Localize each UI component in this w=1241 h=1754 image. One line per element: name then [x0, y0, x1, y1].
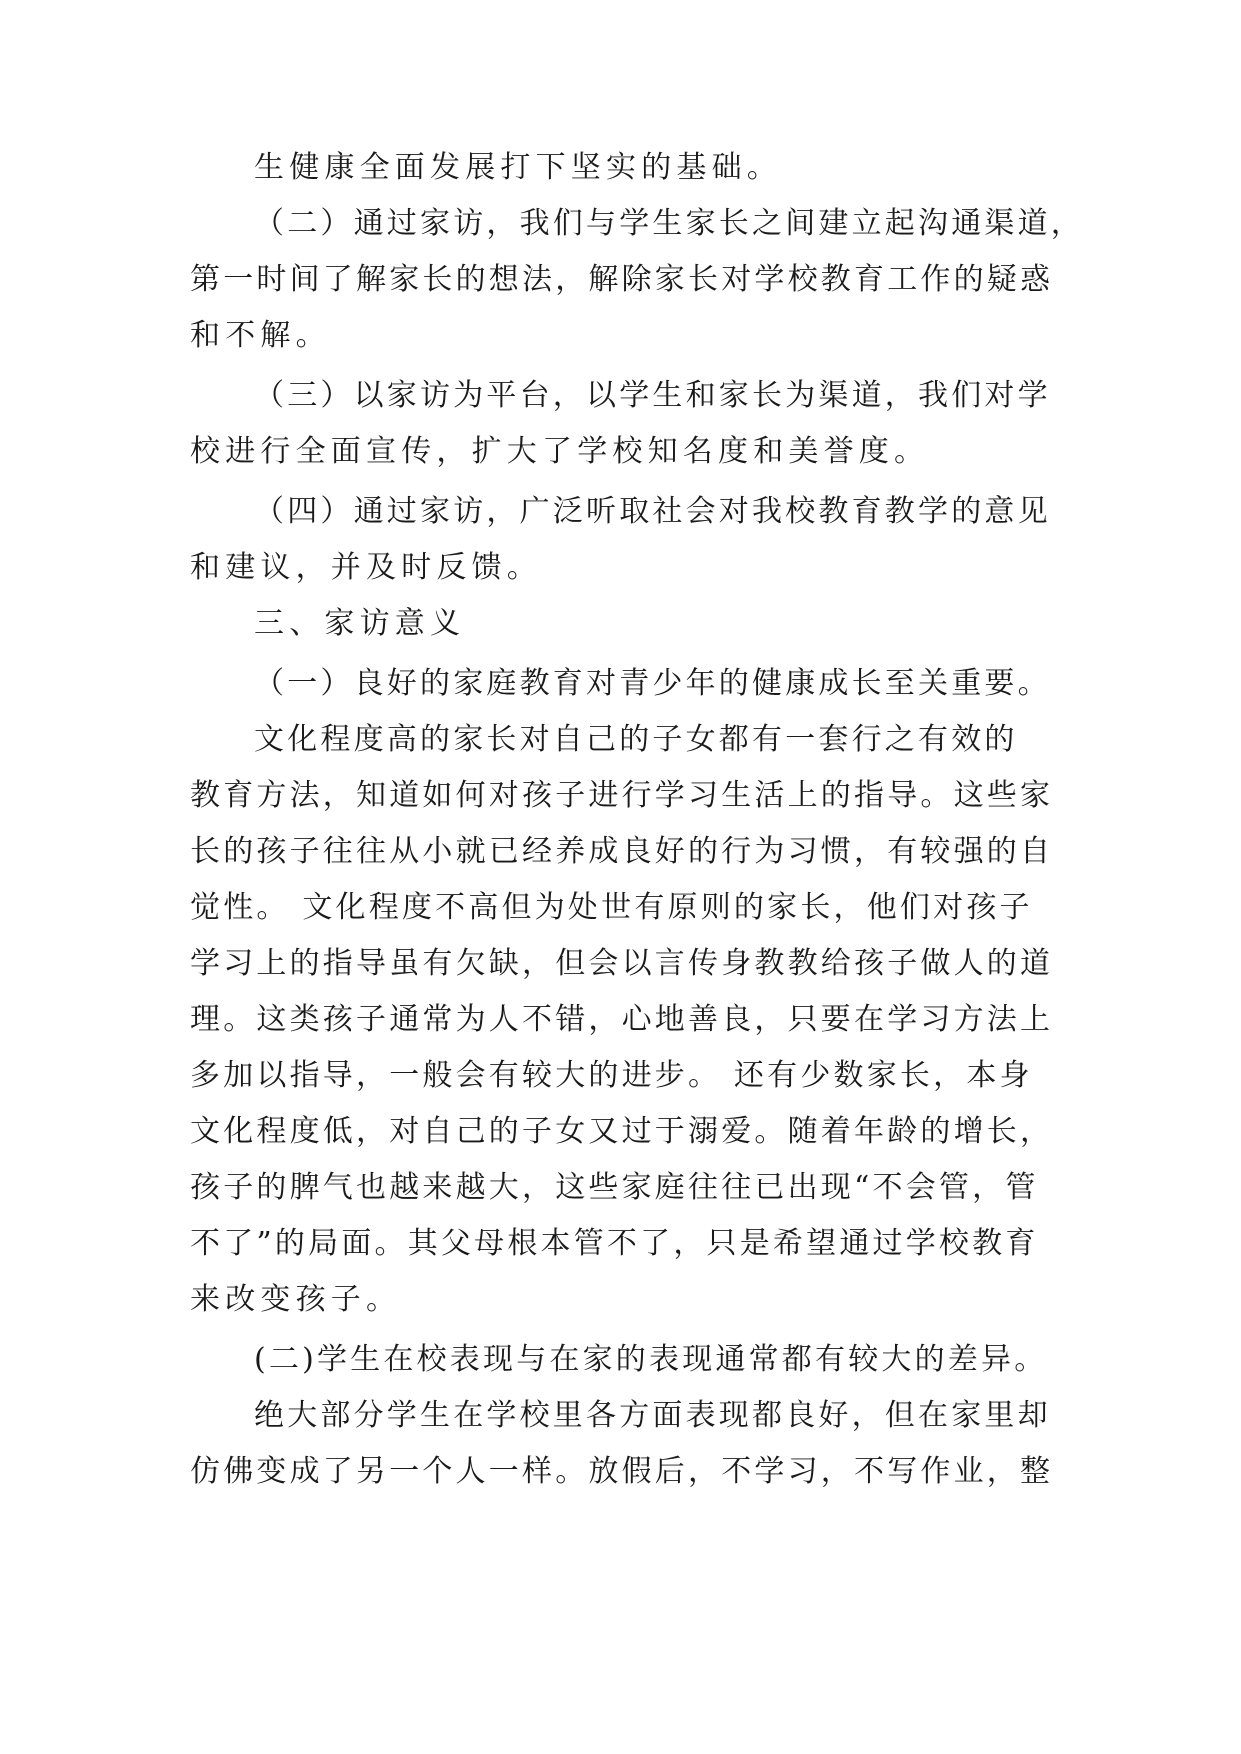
text-line: 理。这类孩子通常为人不错，心地善良，只要在学习方法上 — [190, 1002, 1054, 1037]
text-line: 仿佛变成了另一个人一样。放假后，不学习，不写作业，整 — [190, 1454, 1054, 1489]
text-line: 不了”的局面。其父母根本管不了，只是希望通过学校教育 — [190, 1226, 1039, 1261]
section-heading: 三、家访意义 — [254, 606, 466, 641]
text-line: 多加以指导，一般会有较大的进步。 还有少数家长，本身 — [190, 1058, 1033, 1093]
text-line: 孩子的脾气也越来越大，这些家庭往往已出现“不会管，管 — [190, 1170, 1039, 1205]
text-line: 教育方法，知道如何对孩子进行学习生活上的指导。这些家 — [190, 778, 1054, 813]
text-line: 和建议，并及时反馈。 — [190, 550, 542, 585]
text-line: 觉性。 文化程度不高但为处世有原则的家长，他们对孩子 — [190, 890, 1033, 925]
text-line: 文化程度低，对自己的子女又过于溺爱。随着年龄的增长， — [190, 1114, 1054, 1149]
text-line: 校进行全面宣传，扩大了学校知名度和美誉度。 — [190, 434, 930, 469]
text-line: （二）通过家访，我们与学生家长之间建立起沟通渠道， — [254, 206, 1084, 241]
subsection-heading: (二)学生在校表现与在家的表现通常都有较大的差异。 — [254, 1342, 1048, 1377]
text-line: 来改变孩子。 — [190, 1282, 402, 1317]
text-line: （四）通过家访，广泛听取社会对我校教育教学的意见 — [254, 494, 1051, 529]
text-line: 学习上的指导虽有欠缺，但会以言传身教教给孩子做人的道 — [190, 946, 1054, 981]
text-line: 文化程度高的家长对自己的子女都有一套行之有效的 — [254, 722, 1018, 757]
text-line: 第一时间了解家长的想法，解除家长对学校教育工作的疑惑 — [190, 262, 1054, 297]
text-line: 长的孩子往往从小就已经养成良好的行为习惯，有较强的自 — [190, 834, 1054, 869]
text-line: 生健康全面发展打下坚实的基础。 — [254, 150, 782, 185]
text-line: 绝大部分学生在学校里各方面表现都良好，但在家里却 — [254, 1398, 1051, 1433]
subsection-heading: （一）良好的家庭教育对青少年的健康成长至关重要。 — [254, 666, 1051, 701]
text-line: 和不解。 — [190, 318, 331, 353]
text-line: （三）以家访为平台，以学生和家长为渠道，我们对学 — [254, 378, 1051, 413]
